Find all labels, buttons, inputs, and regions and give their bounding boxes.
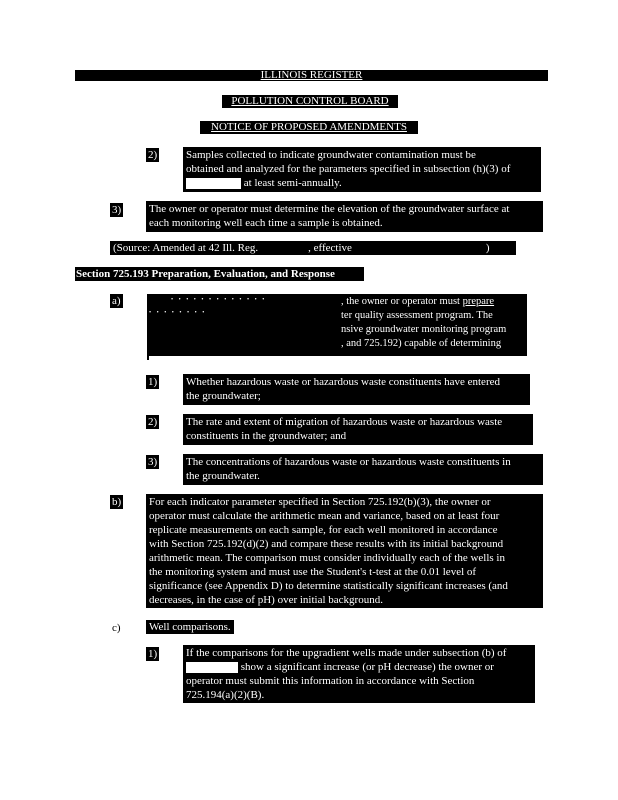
a-item-3-label: 3) — [148, 456, 158, 468]
source-line — [110, 241, 516, 255]
item-2-line1: Samples collected to indicate groundwater contamination must be — [186, 149, 476, 161]
register-title: ILLINOIS REGISTER — [260, 69, 363, 81]
redaction — [186, 662, 238, 673]
para-b-line3: replicate measurements on each sample, for each well monitored in accordance — [149, 524, 498, 536]
item-2-label: 2) — [148, 149, 158, 161]
item-2-line2: obtained and analyzed for the parameters specified in subsection (h)(3) of — [186, 163, 511, 175]
para-a-line1: , the owner or operator must — [341, 296, 460, 307]
source-suffix: ) — [485, 242, 490, 254]
para-a-text — [338, 294, 527, 356]
para-b-line5: arithmetic mean. The comparison must consider individually each of the wells in — [149, 552, 505, 564]
a-item-2-label: 2) — [148, 416, 158, 428]
para-a-line2: ter quality assessment program. The — [341, 310, 493, 321]
source-prefix: (Source: Amended at 42 Ill. Reg. — [113, 242, 259, 254]
item-3-line1: The owner or operator must determine the elevation of the groundwater surface at — [149, 203, 510, 215]
source-effective: , effective — [308, 242, 352, 254]
item-2-line3: at least semi-annually. — [243, 177, 342, 189]
a-item-1-line2: the groundwater; — [186, 390, 261, 402]
redaction — [186, 178, 241, 189]
c-item-1-text — [183, 645, 535, 703]
para-c-heading: Well comparisons. — [146, 620, 234, 634]
a-item-3-line1: The concentrations of hazardous waste or hazardous waste constituents in — [186, 456, 511, 468]
c-item-1-line4: 725.194(a)(2)(B). — [186, 689, 265, 701]
para-a-redacted-box: • • • • • • • • • • • • • • • • • • • • • — [149, 294, 346, 324]
section-title: Section 725.193 Preparation, Evaluation, and Response — [75, 267, 364, 281]
a-item-2-text — [183, 414, 533, 445]
c-item-1-line2: show a significant increase (or pH decrease) the owner or — [240, 661, 494, 673]
c-item-1-line1: If the comparisons for the upgradient wells made under subsection (b) of — [186, 647, 507, 659]
item-3-text — [146, 201, 543, 232]
item-3-label: 3) — [112, 204, 122, 216]
para-a-label: a) — [112, 295, 121, 307]
a-item-2-line2: constituents in the groundwater; and — [186, 430, 347, 442]
para-b-line7: significance (see Appendix D) to determine statistically significant increases (and — [149, 580, 508, 592]
a-item-3-text — [183, 454, 543, 485]
para-a-line1-ul: prepare — [462, 296, 495, 307]
para-b-line2: operator must calculate the arithmetic mean and variance, based on at least four — [149, 510, 500, 522]
c-item-1-label: 1) — [148, 648, 158, 660]
para-b-label: b) — [112, 496, 122, 508]
para-b-line1: For each indicator parameter specified in Section 725.192(b)(3), the owner or — [149, 496, 491, 508]
a-item-1-line1: Whether hazardous waste or hazardous waste constituents have entered — [186, 376, 500, 388]
a-item-3-line2: the groundwater. — [186, 470, 260, 482]
c-item-1-line3: operator must submit this information in accordance with Section — [186, 675, 475, 687]
para-b-line8: decreases, in the case of pH) over initial background. — [149, 594, 383, 606]
para-c-label: c) — [112, 622, 121, 634]
para-b-line4: with Section 725.192(d)(2) and compare these results with its initial background — [149, 538, 504, 550]
a-item-2-line1: The rate and extent of migration of hazardous waste or hazardous waste — [186, 416, 503, 428]
a-item-1-text — [183, 374, 530, 405]
para-b-text — [146, 494, 543, 608]
notice-title: NOTICE OF PROPOSED AMENDMENTS — [200, 121, 418, 134]
board-title: POLLUTION CONTROL BOARD — [222, 95, 398, 108]
item-2-text — [183, 147, 541, 192]
item-3-line2: each monitoring well each time a sample is obtained. — [149, 217, 383, 229]
para-b-line6: the monitoring system and must use the Student's t-test at the 0.01 level of — [149, 566, 477, 578]
a-item-1-label: 1) — [148, 376, 158, 388]
para-a-line4: , and 725.192) capable of determining — [341, 338, 502, 349]
para-a-lower-box — [149, 324, 338, 356]
para-a-line3: nsive groundwater monitoring program — [341, 324, 507, 335]
